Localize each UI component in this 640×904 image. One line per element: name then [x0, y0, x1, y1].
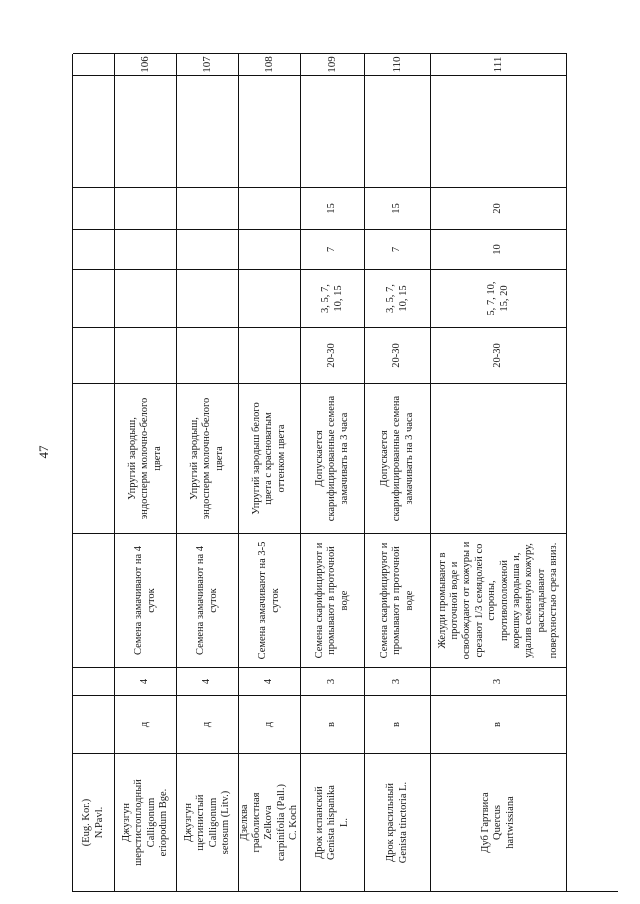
germination-cell: 20 [431, 187, 567, 229]
species-name: Дрок испанский Genista hispanika L. [301, 753, 365, 891]
group-cell: 3 [431, 667, 567, 695]
energy-cell [177, 229, 239, 269]
temperature-cell: 20-30 [301, 327, 365, 383]
species-name: Дзелква граболистная Zelkova carpinifolia (Pall.) C. Koch [239, 753, 301, 891]
header-cell [73, 53, 115, 75]
treatment-cell: Семена замачивают на 4 суток [115, 533, 177, 667]
temperature-cell: 20-30 [365, 327, 431, 383]
treatment-cell: Семена скарифицируют и промывают в проточной воде [301, 533, 365, 667]
row-number: 109 [301, 53, 365, 75]
days-cell: 5, 7, 10, 15, 20 [431, 269, 567, 327]
empty-cell [177, 75, 239, 187]
empty-cell [365, 75, 431, 187]
energy-cell: 7 [301, 229, 365, 269]
header-cell [73, 695, 115, 753]
group-cell: 4 [115, 667, 177, 695]
energy-cell: 7 [365, 229, 431, 269]
row-number: 107 [177, 53, 239, 75]
header-cell [73, 187, 115, 229]
class-cell: в [365, 695, 431, 753]
seed-table [72, 54, 618, 892]
days-cell: 3, 5, 7, 10, 15 [301, 269, 365, 327]
row-number: 111 [431, 53, 567, 75]
days-cell: 3, 5, 7, 10, 15 [365, 269, 431, 327]
temperature-cell [239, 327, 301, 383]
header-cell [73, 533, 115, 667]
temperature-cell [177, 327, 239, 383]
temperature-cell [115, 327, 177, 383]
days-cell [177, 269, 239, 327]
treatment-cell: Семена замачивают на 4 суток [177, 533, 239, 667]
species-name: Джузгун щетинистый Calligonum setosum (Litv.) [177, 753, 239, 891]
treatment-cell: Желуди промывают в проточной воде и освобождают от кожуры и срезают 1/3 семядолей со стороны, противоположной корешку зародыша и, удалив семенную кожуру, раскладывают поверхностью среза вниз. [431, 533, 567, 667]
empty-cell [239, 75, 301, 187]
header-cell [73, 327, 115, 383]
species-name: Дуб Гартвиса Quercus hartwissiana [431, 753, 567, 891]
class-cell: д [239, 695, 301, 753]
notes-cell: Упругий зародыш белого цвета с красноватым оттенком цвета [239, 383, 301, 533]
species-name: Дрок красильный Genista tinctoria L. [365, 753, 431, 891]
header-cell [73, 75, 115, 187]
germination-cell: 15 [301, 187, 365, 229]
table-stage [72, 54, 618, 892]
empty-cell [301, 75, 365, 187]
header-cell [73, 229, 115, 269]
empty-cell [115, 75, 177, 187]
header-cell [73, 269, 115, 327]
notes-cell: Упругий зародыш, эндосперм молочно-белого цвета [177, 383, 239, 533]
energy-cell: 10 [431, 229, 567, 269]
group-cell: 4 [239, 667, 301, 695]
temperature-cell: 20-30 [431, 327, 567, 383]
header-cell: (Eug. Kor.) N.Pavl. [73, 753, 115, 891]
row-number: 106 [115, 53, 177, 75]
class-cell: в [431, 695, 567, 753]
notes-cell: Допускается скарифицированные семена замачивать на 3 часа [301, 383, 365, 533]
treatment-cell: Семена скарифицируют и промывают в проточной воде [365, 533, 431, 667]
header-cell [73, 383, 115, 533]
notes-cell: Допускается скарифицированные семена замачивать на 3 часа [365, 383, 431, 533]
energy-cell [239, 229, 301, 269]
germination-cell: 15 [365, 187, 431, 229]
class-cell: д [177, 695, 239, 753]
row-number: 110 [365, 53, 431, 75]
page-number: 47 [36, 445, 51, 459]
germination-cell [115, 187, 177, 229]
class-cell: в [301, 695, 365, 753]
header-cell [73, 667, 115, 695]
row-number: 108 [239, 53, 301, 75]
notes-cell [431, 383, 567, 533]
germination-cell [239, 187, 301, 229]
days-cell [239, 269, 301, 327]
energy-cell [115, 229, 177, 269]
empty-cell [431, 75, 567, 187]
group-cell: 3 [301, 667, 365, 695]
notes-cell: Упругий зародыш, эндосперм молочно-белого цвета [115, 383, 177, 533]
group-cell: 3 [365, 667, 431, 695]
class-cell: д [115, 695, 177, 753]
days-cell [115, 269, 177, 327]
species-name: Джузгун шерстистоплодный Calligonum eriopodum Bge. [115, 753, 177, 891]
group-cell: 4 [177, 667, 239, 695]
germination-cell [177, 187, 239, 229]
treatment-cell: Семена замачивают на 3-5 суток [239, 533, 301, 667]
